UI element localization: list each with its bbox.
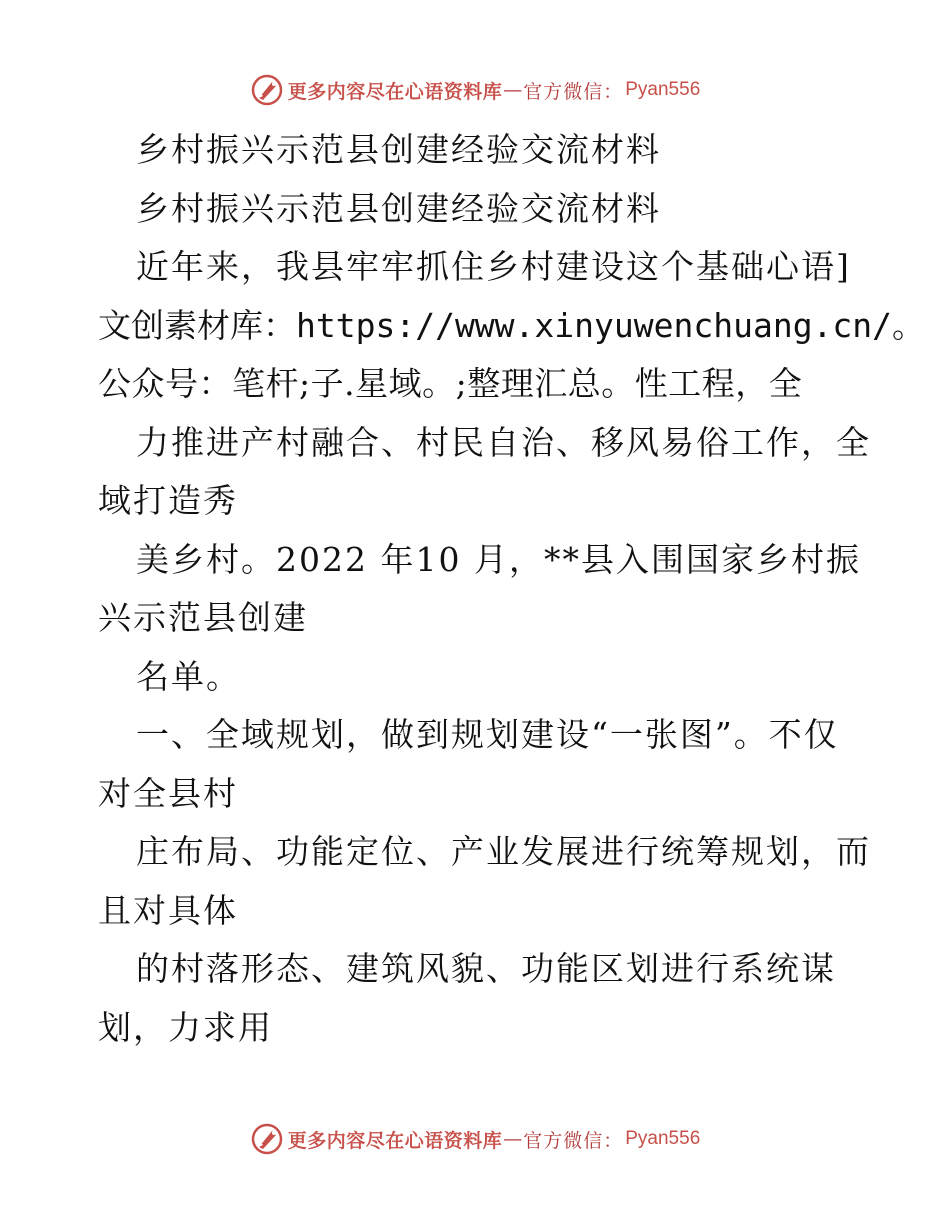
banner-official-label: 官方微信： [523, 80, 624, 103]
banner-site-text: 更多内容尽在心语资料库 [287, 1129, 503, 1152]
banner-wechat-id: Pyan556 [625, 79, 701, 100]
pen-nib-logo-icon [250, 73, 284, 107]
paragraph-line: 的村落形态、建筑风貌、功能区划进行系统谋 [136, 949, 836, 988]
paragraph-line: 公众号：笔杆;子.星域。;整理汇总。性工程，全 [98, 364, 803, 403]
paragraph-line: 力推进产村融合、村民自治、移风易俗工作，全 [136, 422, 871, 462]
document-subtitle: 乡村振兴示范县创建经验交流材料 [136, 188, 661, 228]
header-banner [0, 70, 950, 110]
paragraph-line-url: 文创素材库：https://www.xinyuwenchuang.cn/。 [98, 305, 926, 345]
banner-dash: — [503, 1128, 523, 1150]
paragraph-line: 庄布局、功能定位、产业发展进行统筹规划，而 [136, 832, 871, 871]
paragraph-line: 兴示范县创建 [98, 598, 308, 637]
banner-dash: — [503, 79, 523, 101]
paragraph-line: 且对具体 [98, 890, 238, 930]
pen-nib-logo-icon [250, 1122, 284, 1156]
banner-site-text: 更多内容尽在心语资料库 [287, 80, 503, 103]
footer-banner [0, 1119, 950, 1159]
banner-wechat-id: Pyan556 [625, 1128, 701, 1149]
paragraph-line: 对全县村 [98, 773, 238, 813]
paragraph-line: 划，力求用 [98, 1007, 273, 1047]
paragraph-line: 域打造秀 [98, 481, 238, 520]
paragraph-line: 美乡村。2022 年10 月，**县入围国家乡村振 [136, 539, 861, 579]
paragraph-line: 名单。 [136, 656, 241, 696]
section-heading-line: 一、全域规划，做到规划建设“一张图”。不仅 [136, 715, 839, 754]
paragraph-line: 近年来，我县牢牢抓住乡村建设这个基础心语] [136, 247, 851, 286]
document-title: 乡村振兴示范县创建经验交流材料 [136, 130, 661, 169]
document-body [98, 121, 926, 1057]
banner-official-label: 官方微信： [523, 1129, 624, 1152]
